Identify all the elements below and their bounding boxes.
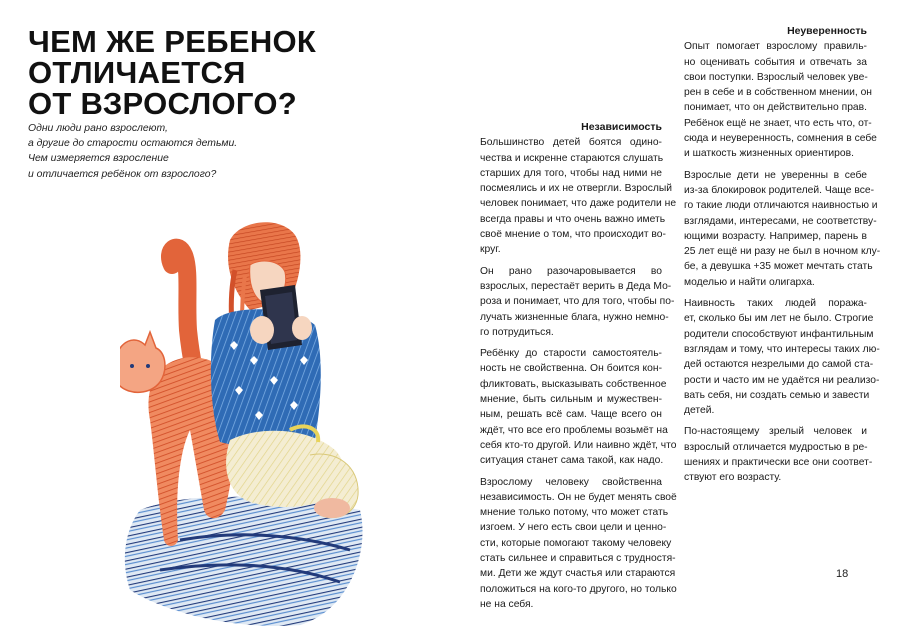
text-line: взглядами, интересами, не соответству- [684, 215, 877, 227]
text-line: всегда правы и что очень важно иметь [480, 213, 666, 225]
text-line: ствуют его возрасту. [684, 472, 782, 484]
text-line: детей. [684, 405, 715, 417]
text-line: чества и искренне стараются слушать [480, 152, 664, 164]
text-line: бе, а девушка +35 может мечтать стать [684, 261, 873, 273]
paragraph [468, 346, 677, 468]
text-line: родители способствуют инфантильным [684, 328, 874, 340]
text-line: шениях и практически все они соответ- [684, 457, 873, 469]
column-insecurity [672, 24, 881, 486]
title-line: ОТЛИЧАЕТСЯ [28, 55, 246, 90]
text-line: го потрудиться. [480, 326, 554, 338]
text-line: старших для того, чтобы над ними не [480, 167, 662, 179]
text-line: Опыт помогает взрослому правиль- [684, 41, 867, 53]
title-line: ОТ ВЗРОСЛОГО? [28, 86, 298, 121]
lead-line: и отличается ребёнок от взрослого? [28, 168, 217, 180]
text-line: не на себя. [480, 598, 534, 610]
text-line: Взрослые дети не уверенны в себе [684, 169, 867, 181]
text-line: рен в себе и в собственном мнении, он [684, 87, 872, 99]
text-line: мнение только потому, что может стать [480, 507, 669, 519]
text-line: свои поступки. Взрослый человек уве- [684, 71, 868, 83]
text-line: своё мнение о том, что происходит во- [480, 229, 666, 241]
text-line: ющими возрасту. Например, парень в [684, 230, 867, 242]
paragraph [468, 475, 677, 613]
text-line: лучать жизненные блага, нужно немно- [480, 311, 669, 323]
text-line: Наивность таких людей поража- [684, 298, 867, 310]
paragraph [468, 264, 675, 340]
text-line: Ребёнку до старости самостоятель- [480, 348, 662, 360]
lead-line: Чем измеряется взросление [28, 153, 169, 165]
title-line: ЧЕМ ЖЕ РЕБЕНОК [28, 24, 317, 59]
lead-paragraph [28, 121, 288, 182]
text-line: моделью и найти олигарха. [684, 276, 815, 288]
text-line: вать себя, ни создать семью и завести [684, 389, 870, 401]
text-line: роза и понимает, что для того, чтобы по- [480, 296, 675, 308]
text-line: стать сильнее и справиться с трудностя- [480, 553, 676, 565]
text-line: Взрослому человеку свойственна [480, 476, 662, 488]
text-line: ность не свойственна. Он боится кон- [480, 363, 662, 375]
text-line: ет, сколько бы им лет не было. Строгие [684, 313, 874, 325]
text-line: независимость. Он не будет менять своё [480, 491, 677, 503]
lead-line: а другие до старости остаются детьми. [28, 138, 238, 150]
text-line: и шаткость жизненных ориентиров. [684, 148, 854, 160]
section-heading: Неуверенность [787, 25, 867, 37]
text-line: фликтовать, высказывать собственное [480, 378, 667, 390]
text-line: круг. [480, 244, 501, 256]
page-number: 18 [836, 568, 849, 580]
text-line: Он рано разочаровывается во [480, 265, 662, 277]
lead-line: Одни люди рано взрослеют, [28, 123, 168, 134]
text-line: По-настоящему зрелый человек и [684, 426, 867, 438]
text-line: человек понимает, что даже родители не [480, 198, 677, 210]
text-line: Ребёнок ещё не знает, что есть что, от- [684, 117, 872, 129]
text-line: себя кто-то другой. Или наивно ждёт, что [480, 439, 677, 451]
column-independence [468, 120, 677, 612]
page-title [28, 26, 328, 119]
text-line: Большинство детей боятся одино- [480, 137, 662, 149]
text-line: взрослых, перестаёт верить в Деда Мо- [480, 280, 672, 292]
text-line: изгоем. У него есть свои цели и ценно- [480, 522, 667, 534]
text-line: 25 лет ещё ни разу не был в ночном клу- [684, 246, 881, 258]
text-line: мнение, быть сильным и мужествен- [480, 394, 662, 406]
text-line: взрослый отличается мудростью в ре- [684, 441, 868, 453]
paragraph [672, 424, 873, 485]
text-line: взглядам и тому, что интересы таких лю- [684, 343, 880, 355]
text-line: ждёт, что все его проблемы возьмёт на [480, 424, 668, 436]
text-line: положиться на кого-то другого, но только [480, 583, 677, 595]
section-heading: Независимость [581, 121, 662, 133]
paragraph [672, 39, 877, 161]
paragraph [672, 168, 881, 290]
paragraph [468, 135, 677, 257]
girl-with-cat-illustration [120, 210, 420, 630]
paragraph [672, 296, 880, 418]
text-line: дей остаются незрелыми до самой ста- [684, 359, 874, 371]
text-line: ным, решать всё сам. Чаще всего он [480, 409, 662, 421]
text-line: но оценивать события и отвечать за [684, 56, 867, 68]
text-line: ситуация станет сама такой, как надо. [480, 455, 664, 467]
text-line: сюда и неуверенность, сомнения в себе [684, 133, 877, 145]
text-line: посмеялись и их не отвергли. Взрослый [480, 183, 673, 195]
text-line: ми. Дети же ждут счастья или стараются [480, 568, 676, 580]
text-line: го такие люди отличаются наивностью и [684, 200, 878, 212]
text-line: понимает, что он действительно прав. [684, 102, 867, 114]
text-line: рости и часто им не удаётся ни реализо- [684, 374, 880, 386]
text-line: сти, которые помогают такому человеку [480, 537, 672, 549]
text-line: из-за блокировок родителей. Чаще все- [684, 184, 875, 196]
